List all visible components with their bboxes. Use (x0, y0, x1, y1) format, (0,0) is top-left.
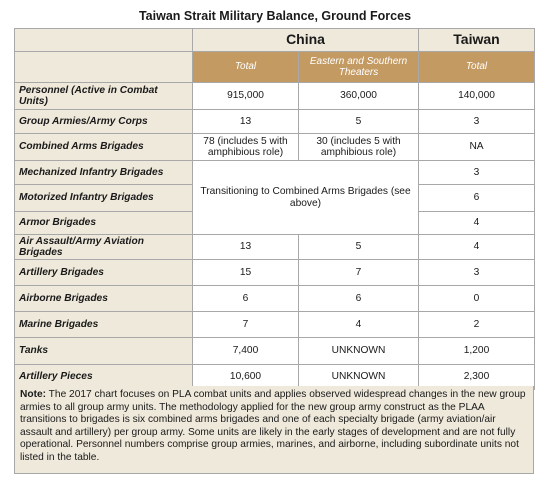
china-theaters-cell: 7 (299, 260, 419, 286)
china-total-cell: 13 (193, 110, 299, 134)
china-theaters-header: Eastern and Southern Theaters (299, 52, 419, 83)
china-total-cell: 15 (193, 260, 299, 286)
table-row (15, 312, 535, 338)
taiwan-total-cell: 4 (419, 212, 535, 235)
taiwan-total-cell: 3 (419, 110, 535, 134)
row-label: Motorized Infantry Brigades (15, 185, 193, 212)
taiwan-total-cell: 3 (419, 161, 535, 185)
china-header: China (193, 29, 419, 52)
taiwan-total-cell: 140,000 (419, 83, 535, 110)
row-label: Artillery Pieces (15, 365, 193, 390)
table-row (15, 235, 535, 260)
row-label: Airborne Brigades (15, 286, 193, 312)
table-row (15, 161, 535, 185)
note-label: Note: (20, 389, 47, 400)
row-label: Combined Arms Brigades (15, 134, 193, 161)
row-label: Armor Brigades (15, 212, 193, 235)
table-row (15, 134, 535, 161)
row-label: Personnel (Active in Combat Units) (15, 83, 193, 110)
china-total-cell: 7,400 (193, 338, 299, 365)
taiwan-total-cell: 1,200 (419, 338, 535, 365)
transition-merged-cell: Transitioning to Combined Arms Brigades (see above) (193, 161, 419, 235)
row-label: Air Assault/Army Aviation Brigades (15, 235, 193, 260)
row-label: Mechanized Infantry Brigades (15, 161, 193, 185)
china-total-cell: 915,000 (193, 83, 299, 110)
table-row (15, 83, 535, 110)
row-label: Marine Brigades (15, 312, 193, 338)
china-theaters-cell: 5 (299, 110, 419, 134)
taiwan-total-cell: 6 (419, 185, 535, 212)
table-row (15, 110, 535, 134)
china-total-cell: 6 (193, 286, 299, 312)
china-theaters-cell: 360,000 (299, 83, 419, 110)
table-row (15, 260, 535, 286)
taiwan-header: Taiwan (419, 29, 535, 52)
ground-forces-table (14, 28, 535, 390)
table-row (15, 286, 535, 312)
china-total-cell: 10,600 (193, 365, 299, 390)
china-theaters-cell: UNKNOWN (299, 338, 419, 365)
china-total-cell: 7 (193, 312, 299, 338)
china-theaters-cell: 5 (299, 235, 419, 260)
table-row (15, 338, 535, 365)
sub-corner-cell (15, 52, 193, 83)
taiwan-total-header: Total (419, 52, 535, 83)
taiwan-total-cell: NA (419, 134, 535, 161)
china-total-header: Total (193, 52, 299, 83)
china-total-cell: 13 (193, 235, 299, 260)
note-text: The 2017 chart focuses on PLA combat units and applies observed widespread changes in the new group armies to all group army units. The methodology applied for the new group army construct as the PLAA transitions to brigades is six combined arms brigades and one of each specialty brigade (army aviation/air assault and artillery) per group army. Some units are likely in the early stages of development and are not fully operational. Personnel numbers comprise group armies, marines, and airborne, including subordinate units not listed in the table. (20, 389, 526, 463)
taiwan-total-cell: 3 (419, 260, 535, 286)
china-total-cell: 78 (includes 5 with amphibious role) (193, 134, 299, 161)
china-theaters-cell: 4 (299, 312, 419, 338)
taiwan-total-cell: 2,300 (419, 365, 535, 390)
taiwan-total-cell: 2 (419, 312, 535, 338)
table-note (14, 386, 534, 474)
page-title: Taiwan Strait Military Balance, Ground Forces (138, 9, 412, 23)
row-label: Tanks (15, 338, 193, 365)
corner-cell (15, 29, 193, 52)
china-theaters-cell: UNKNOWN (299, 365, 419, 390)
taiwan-total-cell: 4 (419, 235, 535, 260)
row-label: Artillery Brigades (15, 260, 193, 286)
row-label: Group Armies/Army Corps (15, 110, 193, 134)
china-theaters-cell: 30 (includes 5 with amphibious role) (299, 134, 419, 161)
taiwan-total-cell: 0 (419, 286, 535, 312)
china-theaters-cell: 6 (299, 286, 419, 312)
